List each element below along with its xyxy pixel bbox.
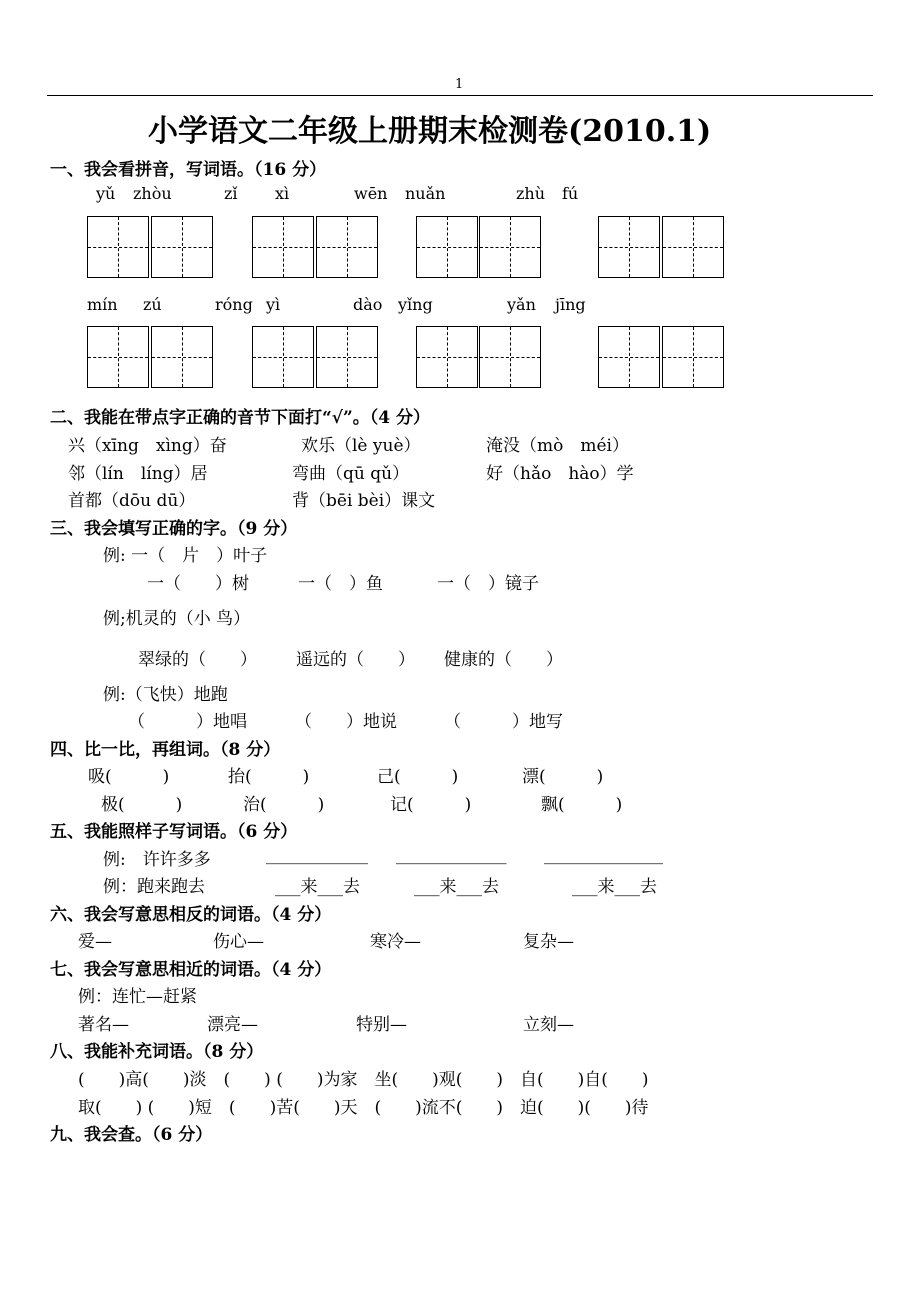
writing-cell[interactable] [416, 216, 478, 278]
synonym-item[interactable]: 漂亮— [207, 1015, 258, 1035]
pinyin: wēn [354, 184, 388, 203]
writing-cell[interactable] [151, 326, 213, 388]
synonym-item[interactable]: 特别— [356, 1015, 407, 1035]
pinyin-choice[interactable]: 首都（dōu dū） [68, 491, 196, 511]
pinyin: xì [275, 184, 290, 203]
writing-cell[interactable] [316, 326, 378, 388]
pinyin: yǐng [398, 295, 433, 314]
fill-item[interactable]: 一（ ）树 [147, 574, 249, 594]
answer-blank[interactable]: _____________ [396, 845, 507, 865]
pinyin-choice[interactable]: 兴（xīng xìng）奋 [68, 436, 227, 456]
pinyin: nuǎn [405, 184, 446, 203]
writing-cell[interactable] [598, 326, 660, 388]
idiom-fill-line[interactable]: 取( ) ( )短 ( )苦( )天 ( )流不( ) 迫( )( )待 [78, 1098, 649, 1118]
example: 例:（飞快）地跑 [103, 685, 228, 705]
example: 例;机灵的（小 鸟） [103, 609, 251, 629]
example: 例: 一（ 片 ）叶子 [103, 546, 268, 566]
section-3-heading: 三、我会填写正确的字。（9 分） [50, 519, 298, 539]
pinyin: yǔ [96, 184, 116, 203]
pinyin-choice[interactable]: 淹没（mò méi） [486, 436, 629, 456]
writing-cell[interactable] [479, 216, 541, 278]
word-item[interactable]: 漂( ) [522, 767, 604, 787]
word-item[interactable]: 极( ) [101, 795, 183, 815]
writing-cell[interactable] [316, 216, 378, 278]
writing-cell[interactable] [87, 216, 149, 278]
synonym-item[interactable]: 著名— [78, 1015, 129, 1035]
writing-cell[interactable] [416, 326, 478, 388]
pinyin: zhòu [133, 184, 172, 203]
pinyin: zhù [516, 184, 546, 203]
pinyin: jīng [555, 295, 586, 314]
antonym-item[interactable]: 爱— [78, 932, 112, 952]
section-9-heading: 九、我会查。（6 分） [50, 1125, 213, 1145]
section-6-heading: 六、我会写意思相反的词语。（4 分） [50, 905, 332, 925]
idiom-fill-line[interactable]: ( )高( )淡 ( ) ( )为家 坐( )观( ) 自( )自( ) [78, 1070, 649, 1090]
pinyin: zú [143, 295, 162, 314]
pinyin-choice[interactable]: 弯曲（qū qǔ） [292, 464, 410, 484]
fill-item[interactable]: （ ）地说 [295, 712, 397, 732]
fill-item[interactable]: 遥远的（ ） [296, 650, 415, 670]
synonym-item[interactable]: 立刻— [523, 1015, 574, 1035]
fill-item[interactable]: 翠绿的（ ） [138, 650, 257, 670]
word-item[interactable]: 飘( ) [541, 795, 623, 815]
word-item[interactable]: 己( ) [377, 767, 459, 787]
pinyin-choice[interactable]: 背（bēi bèi）课文 [292, 491, 436, 511]
section-7-heading: 七、我会写意思相近的词语。（4 分） [50, 960, 332, 980]
antonym-item[interactable]: 伤心— [213, 932, 264, 952]
pinyin-choice[interactable]: 欢乐（lè yuè） [301, 436, 421, 456]
pinyin: yì [266, 295, 281, 314]
pinyin: yǎn [507, 295, 536, 314]
word-item[interactable]: 记( ) [390, 795, 472, 815]
header-rule [47, 95, 873, 96]
page-number: 1 [455, 77, 464, 92]
pinyin-choice[interactable]: 好（hǎo hào）学 [486, 464, 634, 484]
pinyin: fú [562, 184, 579, 203]
example: 例：连忙—赶紧 [78, 987, 197, 1007]
page-title: 小学语文二年级上册期末检测卷(2010.1) [148, 114, 712, 149]
section-2-heading: 二、我能在带点字正确的音节下面打“√”。（4 分） [50, 408, 430, 428]
fill-item[interactable]: （ ）地唱 [128, 712, 247, 732]
example: 例: 许许多多 [103, 850, 211, 870]
antonym-item[interactable]: 寒冷— [370, 932, 421, 952]
writing-cell[interactable] [662, 326, 724, 388]
writing-cell[interactable] [252, 216, 314, 278]
pinyin: zǐ [224, 184, 238, 203]
fill-item[interactable]: 一（ ）镜子 [437, 574, 539, 594]
word-item[interactable]: 吸( ) [88, 767, 170, 787]
answer-blank[interactable]: ___来___去 [572, 877, 657, 897]
example: 例：跑来跑去 [103, 877, 205, 897]
writing-cell[interactable] [252, 326, 314, 388]
fill-item[interactable]: 一（ ）鱼 [298, 574, 383, 594]
pinyin: dào [353, 295, 383, 314]
pinyin-choice[interactable]: 邻（lín líng）居 [68, 464, 208, 484]
writing-cell[interactable] [151, 216, 213, 278]
pinyin: mín [87, 295, 118, 314]
fill-item[interactable]: 健康的（ ） [444, 650, 563, 670]
section-4-heading: 四、比一比，再组词。（8 分） [50, 740, 281, 760]
writing-cell[interactable] [87, 326, 149, 388]
section-8-heading: 八、我能补充词语。（8 分） [50, 1042, 264, 1062]
answer-blank[interactable]: ___来___去 [275, 877, 360, 897]
answer-blank[interactable]: ______________ [544, 845, 663, 865]
word-item[interactable]: 治( ) [243, 795, 325, 815]
answer-blank[interactable]: ___来___去 [414, 877, 499, 897]
writing-cell[interactable] [479, 326, 541, 388]
writing-cell[interactable] [598, 216, 660, 278]
answer-blank[interactable]: ____________ [266, 845, 368, 865]
section-5-heading: 五、我能照样子写词语。（6 分） [50, 822, 298, 842]
pinyin: róng [215, 295, 253, 314]
writing-cell[interactable] [662, 216, 724, 278]
word-item[interactable]: 抬( ) [228, 767, 310, 787]
antonym-item[interactable]: 复杂— [523, 932, 574, 952]
fill-item[interactable]: （ ）地写 [444, 712, 563, 732]
section-1-heading: 一、我会看拼音，写词语。（16 分） [50, 160, 327, 180]
